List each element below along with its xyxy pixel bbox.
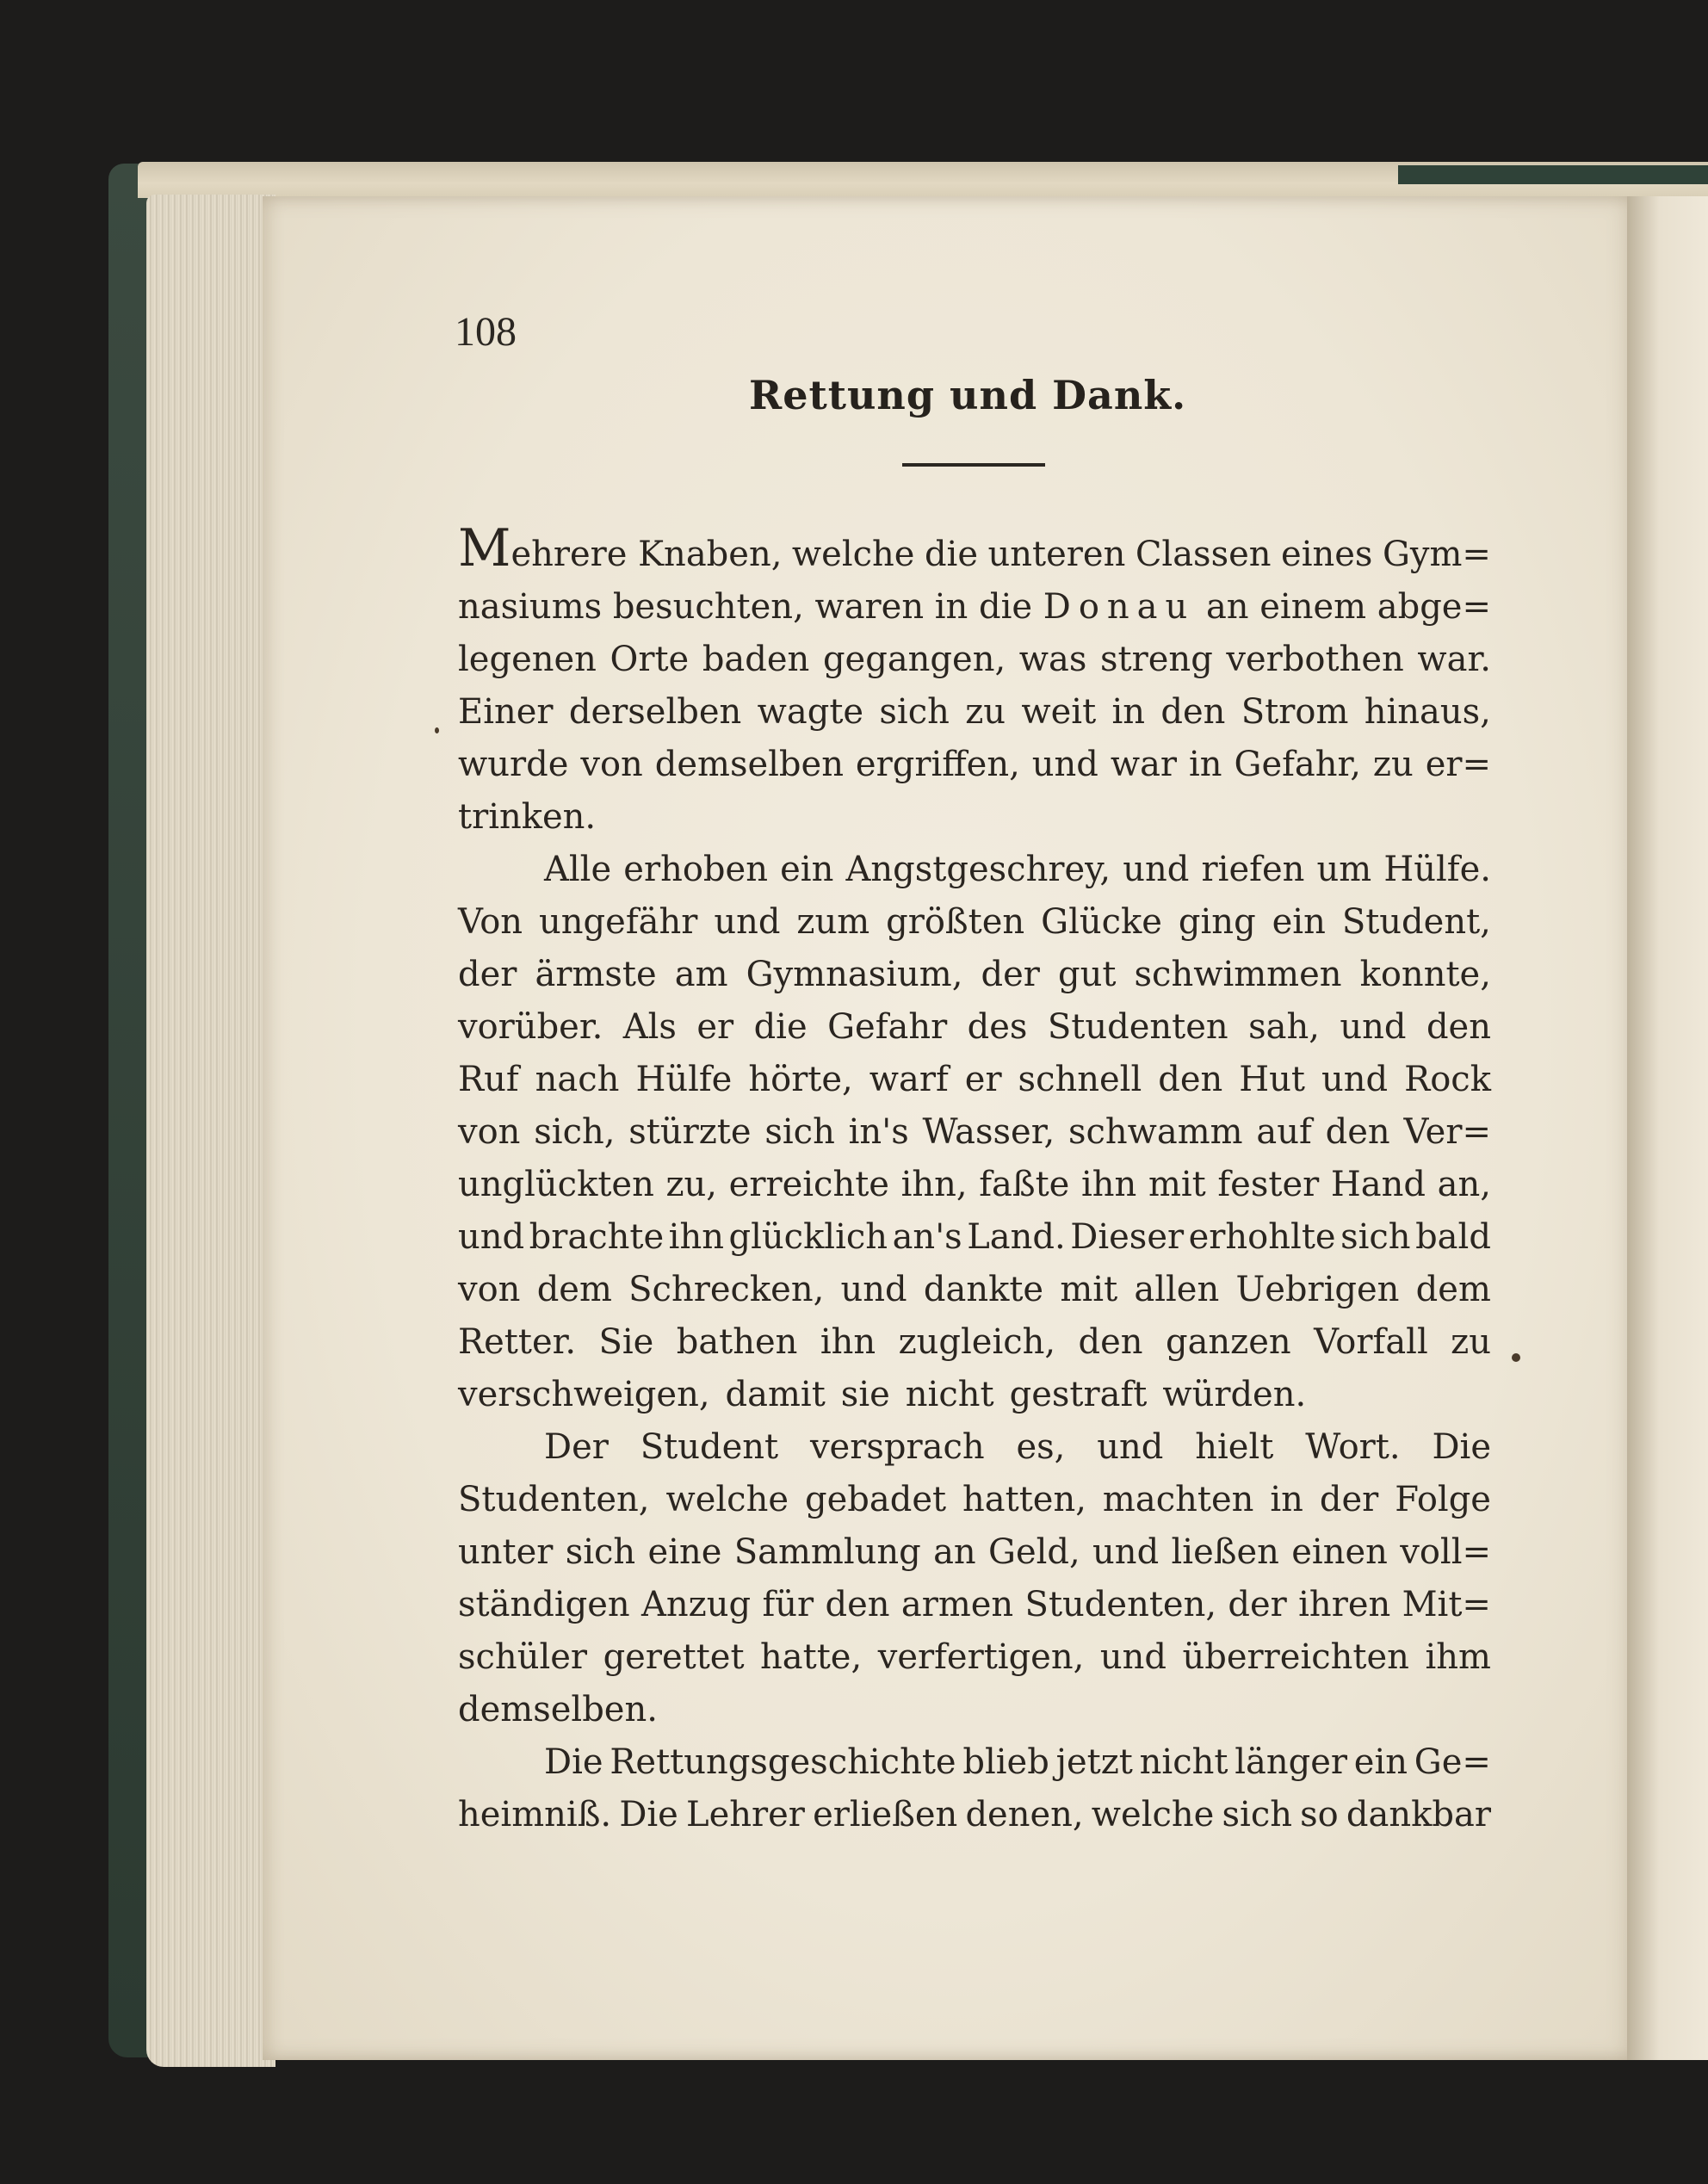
word: Wasser, [922, 1112, 1055, 1152]
word: Hülfe [635, 1060, 733, 1099]
word: Glücke [1041, 902, 1162, 942]
word: und [714, 902, 781, 942]
word: trinken. [458, 797, 597, 837]
word: ihren [1298, 1585, 1391, 1624]
word: in [1270, 1480, 1303, 1519]
word: ihn [668, 1217, 724, 1257]
word: nasiums [458, 587, 603, 627]
word: war. [1417, 640, 1491, 679]
word: glücklich [728, 1217, 888, 1257]
text-line [458, 949, 1491, 1001]
word: unglückten [458, 1165, 654, 1204]
word: einem [1259, 587, 1367, 627]
word: voll= [1400, 1532, 1491, 1572]
text-line [458, 581, 1491, 634]
word: Angstgeschrey, [845, 850, 1111, 889]
word: größten [886, 902, 1025, 942]
word: Sammlung [733, 1532, 921, 1572]
word: verbothen [1226, 640, 1404, 679]
word: an's [892, 1217, 962, 1257]
word: Hand [1330, 1165, 1426, 1204]
word: bald [1415, 1217, 1491, 1257]
text-line [458, 896, 1491, 949]
text-line [458, 1421, 1491, 1474]
word: abge= [1377, 587, 1491, 627]
word: demselben [654, 745, 844, 784]
word: ging [1178, 902, 1256, 942]
word: dankte [923, 1270, 1044, 1309]
word: armen [900, 1585, 1014, 1624]
word: Als [622, 1007, 677, 1047]
word: sich [1222, 1795, 1292, 1834]
word: ständigen [458, 1585, 630, 1624]
word: Classen [1135, 535, 1272, 574]
word: sah, [1248, 1007, 1320, 1047]
word: nicht [905, 1375, 994, 1414]
word: denen, [965, 1795, 1084, 1834]
word: machten [1102, 1480, 1254, 1519]
word: unteren [987, 535, 1126, 574]
word: sich [879, 692, 950, 732]
word: in [1111, 692, 1146, 732]
text-line [458, 1001, 1491, 1054]
text-line [458, 1789, 1491, 1841]
word: heimniß. [458, 1795, 612, 1834]
word: Wort. [1305, 1427, 1401, 1467]
body-text [458, 518, 1491, 1841]
word: und [1092, 1532, 1160, 1572]
word: ihn [820, 1322, 876, 1362]
word: gegangen, [822, 640, 1006, 679]
word: von [580, 745, 643, 784]
word: Vorfall [1314, 1322, 1428, 1362]
word: hinaus, [1364, 692, 1491, 732]
word: demselben. [458, 1690, 658, 1729]
word: welche [1091, 1795, 1215, 1834]
word: brachte [529, 1217, 665, 1257]
word: den [1078, 1322, 1143, 1362]
word: fester [1217, 1165, 1320, 1204]
word: Die [1432, 1427, 1491, 1467]
word: Student [640, 1427, 779, 1467]
word: ganzen [1165, 1322, 1291, 1362]
word: welche [791, 535, 915, 574]
word: zu [1451, 1322, 1491, 1362]
word: zu, [665, 1165, 718, 1204]
word: einen [1291, 1532, 1388, 1572]
word: weit [1021, 692, 1097, 732]
word: Geld, [987, 1532, 1080, 1572]
word: Donau [1043, 587, 1196, 627]
word: Ge= [1414, 1742, 1491, 1782]
text-line [458, 1526, 1491, 1579]
word: Studenten, [458, 1480, 650, 1519]
word: ergriffen, [855, 745, 1020, 784]
text-line [458, 1736, 1491, 1789]
word: Ver= [1403, 1112, 1491, 1152]
word: auf [1256, 1112, 1312, 1152]
word: versprach [809, 1427, 985, 1467]
word: ein [780, 850, 834, 889]
word: mit [1148, 1165, 1206, 1204]
word: gebadet [804, 1480, 947, 1519]
word: Orte [610, 640, 690, 679]
word: ungefähr [539, 902, 698, 942]
word: den [1160, 692, 1226, 732]
word: ihm [1425, 1637, 1491, 1677]
word: Von [458, 902, 523, 942]
word: und [1097, 1427, 1164, 1467]
word: in [1188, 745, 1222, 784]
word: Studenten, [1024, 1585, 1217, 1624]
word: Student, [1341, 902, 1491, 942]
word: gut [1057, 955, 1117, 994]
word: dem [1415, 1270, 1491, 1309]
text-line [458, 844, 1491, 896]
word: sich [1340, 1217, 1411, 1257]
word: eines [1281, 535, 1373, 574]
word: eine [647, 1532, 722, 1572]
word: waren [814, 587, 925, 627]
word: sich [764, 1112, 835, 1152]
word: zugleich, [898, 1322, 1056, 1362]
text-line [458, 1159, 1491, 1211]
paper-speck [1512, 1353, 1520, 1362]
text-line [458, 791, 1491, 844]
word: zu [1372, 745, 1414, 784]
word: hielt [1195, 1427, 1274, 1467]
word: Der [544, 1427, 609, 1467]
word: Rock [1404, 1060, 1491, 1099]
word: bathen [676, 1322, 798, 1362]
word: der [981, 955, 1040, 994]
word: es, [1016, 1427, 1066, 1467]
word: der [1228, 1585, 1287, 1624]
text-line [458, 1474, 1491, 1526]
word: in's [848, 1112, 909, 1152]
word [458, 518, 783, 581]
word: hatte, [760, 1637, 863, 1677]
word: sie [840, 1375, 890, 1414]
word: Hut [1239, 1060, 1305, 1099]
word: und [1031, 745, 1098, 784]
word: ein [1272, 902, 1326, 942]
text-line [458, 1211, 1491, 1264]
word: gerettet [603, 1637, 745, 1677]
word: Mit= [1402, 1585, 1491, 1624]
word: Anzug [641, 1585, 752, 1624]
word: war [1110, 745, 1178, 784]
word: für [762, 1585, 814, 1624]
word: sich [565, 1532, 636, 1572]
word: an [933, 1532, 976, 1572]
word: und [1099, 1637, 1167, 1677]
word: Die [619, 1795, 678, 1834]
word: die [924, 535, 979, 574]
word: er= [1425, 745, 1491, 784]
word: legenen [458, 640, 597, 679]
word: so [1300, 1795, 1339, 1834]
text-line [458, 1106, 1491, 1159]
word: Gefahr [827, 1007, 948, 1047]
word: erließen [813, 1795, 958, 1834]
word: er [964, 1060, 1002, 1099]
cloth-binding [1398, 165, 1708, 184]
word: den [1325, 1112, 1390, 1152]
word: Studenten [1047, 1007, 1228, 1047]
word: überreichten [1182, 1637, 1409, 1677]
text-line [458, 1684, 1491, 1736]
page-number: 108 [455, 309, 517, 355]
word: und [1123, 850, 1190, 889]
word: allen [1134, 1270, 1220, 1309]
word: baden [702, 640, 810, 679]
word: schwamm [1068, 1112, 1243, 1152]
word: mit [1060, 1270, 1118, 1309]
text-line [458, 1369, 1491, 1421]
word: Retter. [458, 1322, 577, 1362]
word: unter [458, 1532, 554, 1572]
title-divider [902, 463, 1045, 467]
word: würden. [1162, 1375, 1307, 1414]
word: was [1018, 640, 1087, 679]
word: zu [965, 692, 1006, 732]
word: Hülfe. [1383, 850, 1491, 889]
word: Rettungsgeschichte [610, 1742, 956, 1782]
word: Ruf [458, 1060, 519, 1099]
word: erhohlte [1188, 1217, 1336, 1257]
word: wagte [757, 692, 864, 732]
word: den [825, 1585, 890, 1624]
word: in [934, 587, 968, 627]
word: er [696, 1007, 734, 1047]
word: warf [869, 1060, 949, 1099]
text-line [458, 518, 1491, 581]
word: und [1340, 1007, 1407, 1047]
word: Lehrer [686, 1795, 805, 1834]
word: Gym= [1382, 535, 1491, 574]
word: des [967, 1007, 1028, 1047]
word: derselben [568, 692, 742, 732]
word: faßte [979, 1165, 1070, 1204]
word: ließen [1171, 1532, 1279, 1572]
word: nicht [1139, 1742, 1228, 1782]
text-line [458, 1054, 1491, 1106]
word: wurde [458, 745, 569, 784]
word: stürzte [628, 1112, 752, 1152]
word: der [458, 955, 517, 994]
word-part: ehrere Knaben, [511, 535, 783, 574]
text-line [458, 1316, 1491, 1369]
drop-cap: M [458, 518, 511, 578]
word: verschweigen, [458, 1375, 710, 1414]
word: Sie [598, 1322, 654, 1362]
word: die [753, 1007, 808, 1047]
word: länger [1235, 1742, 1348, 1782]
book-top-edge [138, 162, 1708, 198]
word: welche [665, 1480, 789, 1519]
word: zum [796, 902, 870, 942]
word: Dieser [1070, 1217, 1185, 1257]
word: besuchten, [612, 587, 804, 627]
word: hatten, [962, 1480, 1086, 1519]
text-line [458, 1579, 1491, 1631]
word: der [1319, 1480, 1379, 1519]
word: hörte, [748, 1060, 853, 1099]
word: verfertigen, [877, 1637, 1085, 1677]
word: damit [725, 1375, 826, 1414]
text-line [458, 686, 1491, 739]
word: von [458, 1270, 521, 1309]
text-line [458, 634, 1491, 686]
word: sich, [534, 1112, 616, 1152]
word: Land. [967, 1217, 1066, 1257]
chapter-title: Rettung und Dank. [749, 372, 1187, 418]
word: vorüber. [458, 1007, 603, 1047]
word: Uebrigen [1235, 1270, 1400, 1309]
word: erhoben [623, 850, 768, 889]
word: erreichte [728, 1165, 889, 1204]
word: schüler [458, 1637, 588, 1677]
word: riefen [1201, 850, 1305, 889]
word: und [840, 1270, 907, 1309]
word: schwimmen [1134, 955, 1342, 994]
word: den [1158, 1060, 1223, 1099]
word: den [1426, 1007, 1491, 1047]
word: jetzt [1055, 1742, 1133, 1782]
word: streng [1100, 640, 1213, 679]
word: Gefahr, [1234, 745, 1361, 784]
word: gestraft [1009, 1375, 1148, 1414]
word: von [458, 1112, 521, 1152]
word: Schrecken, [628, 1270, 825, 1309]
word: ärmste [535, 955, 657, 994]
word: nach [535, 1060, 620, 1099]
paper-speck [435, 727, 439, 733]
word: Strom [1241, 692, 1349, 732]
word: ein [1353, 1742, 1408, 1782]
word: an, [1437, 1165, 1491, 1204]
word: ihn [1080, 1165, 1137, 1204]
word: Einer [458, 692, 554, 732]
text-line [458, 739, 1491, 791]
word: konnte, [1359, 955, 1491, 994]
word: und [458, 1217, 525, 1257]
word: und [1321, 1060, 1389, 1099]
text-line [458, 1631, 1491, 1684]
text-line [458, 1264, 1491, 1316]
word: dankbar [1346, 1795, 1491, 1834]
facing-page-edge [1627, 196, 1708, 2060]
word: schnell [1018, 1060, 1142, 1099]
word: um [1316, 850, 1372, 889]
word: blieb [962, 1742, 1049, 1782]
word: ihn, [900, 1165, 968, 1204]
word: Gymnasium, [746, 955, 963, 994]
page-stack-edge [146, 195, 275, 2067]
word: Alle [544, 850, 612, 889]
word: Die [544, 1742, 603, 1782]
word: an [1205, 587, 1249, 627]
word: die [979, 587, 1033, 627]
word: Folge [1395, 1480, 1491, 1519]
word: am [674, 955, 728, 994]
word: dem [536, 1270, 612, 1309]
